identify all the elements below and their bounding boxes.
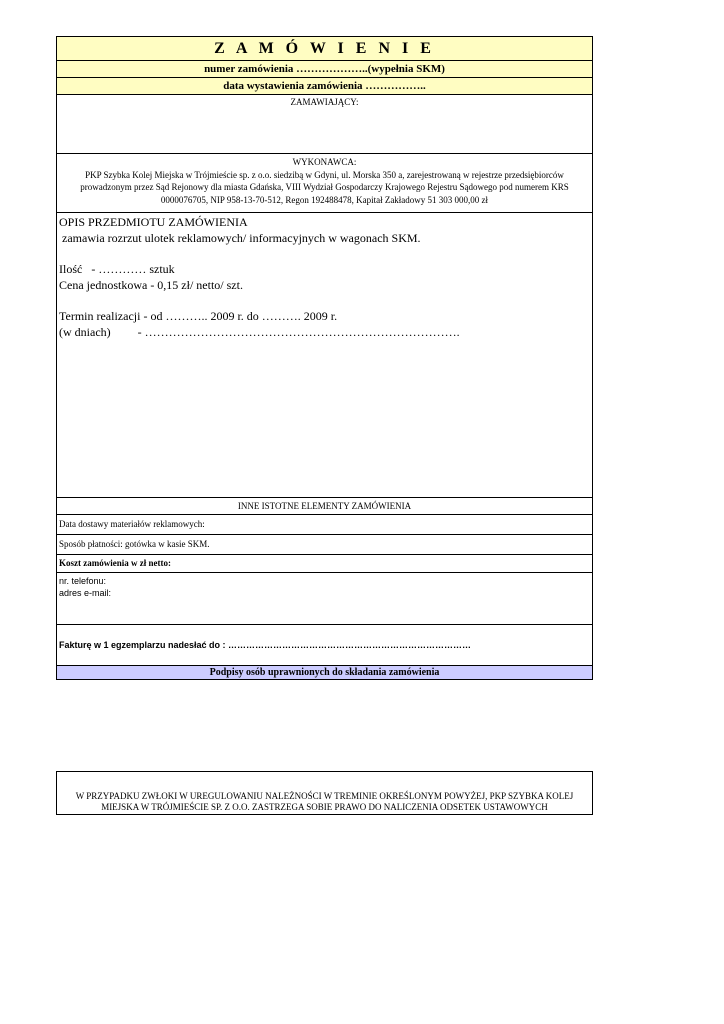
issue-date-row: data wystawienia zamówienia …………….. xyxy=(56,78,593,95)
orderer-label: ZAMAWIAJĄCY: xyxy=(290,97,359,107)
notice-line: MIEJSKA W TRÓJMIEŚCIE SP. Z O.O. ZASTRZEGA SOBIE PRAWO DO NALICZENIA ODSETEK USTAWOWYCH xyxy=(101,802,548,812)
other-elements-header: INNE ISTOTNE ELEMENTY ZAMÓWIENIA xyxy=(56,498,593,515)
term-line: Termin realizacji - od ……….. 2009 r. do ………. 2009 r. xyxy=(59,309,338,323)
contractor-line: prowadzonym przez Sąd Rejonowy dla miasta Gdańska, VIII Wydział Gospodarczy Krajowego Rejestru Sądowego pod numerem KRS xyxy=(80,182,569,192)
quantity-line: Ilość - ………… sztuk xyxy=(59,262,175,276)
description-section xyxy=(56,213,593,498)
description-line: zamawia rozrzut ulotek reklamowych/ informacyjnych w wagonach SKM. xyxy=(59,230,421,245)
contractor-section xyxy=(56,154,593,213)
signatures-row: Podpisy osób uprawnionych do składania zamówienia xyxy=(56,666,593,680)
phone-label: nr. telefonu: xyxy=(59,576,107,586)
contractor-line: PKP Szybka Kolej Miejska w Trójmieście sp. z o.o. siedzibą w Gdyni, ul. Morska 350 a, zarejestrowaną w rejestrze przedsiębiorców xyxy=(85,169,564,180)
contact-section xyxy=(56,573,593,625)
unit-price-line: Cena jednostkowa - 0,15 zł/ netto/ szt. xyxy=(59,277,243,292)
order-form xyxy=(56,36,593,680)
contractor-label: WYKONAWCA: xyxy=(292,157,357,167)
orderer-section xyxy=(56,95,593,154)
payment-method-row: Sposób płatności: gotówka w kasie SKM. xyxy=(56,535,593,555)
notice-line: W PRZYPADKU ZWŁOKI W UREGULOWANIU NALEŻNOŚCI W TREMINIE OKREŚLONYM POWYŻEJ, PKP SZYBKA KOLEJ xyxy=(75,791,574,801)
late-payment-notice xyxy=(56,771,593,815)
delivery-date-row: Data dostawy materiałów reklamowych: xyxy=(56,515,593,535)
contractor-line: 0000076705, NIP 958-13-70-512, Regon 192488478, Kapitał Zakładowy 51 303 000,00 zł xyxy=(160,194,489,205)
net-cost-row: Koszt zamówienia w zł netto: xyxy=(56,555,593,573)
invoice-row: Fakturę w 1 egzemplarzu nadesłać do : ……………………………………………………………………… xyxy=(56,625,593,666)
form-title: Z A M Ó W I E N I E xyxy=(56,36,593,61)
order-number-row: numer zamówienia ………………..(wypełnia SKM) xyxy=(56,61,593,78)
description-heading: OPIS PRZEDMIOTU ZAMÓWIENIA xyxy=(59,215,248,229)
email-label: adres e-mail: xyxy=(59,588,112,598)
days-line: (w dniach) - ……………………………………………………………………. xyxy=(59,324,460,339)
